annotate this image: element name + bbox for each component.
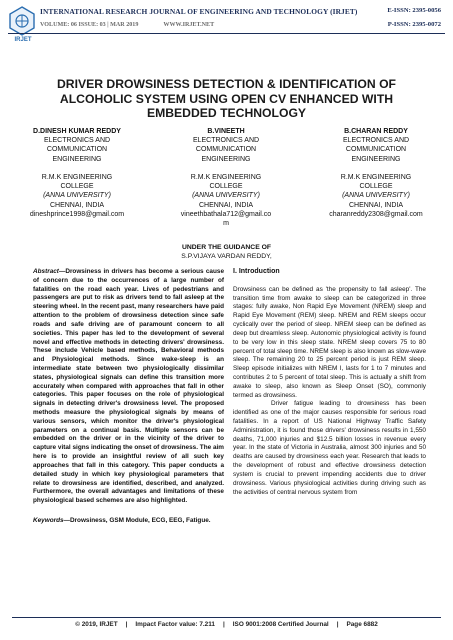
footer-separator: |: [125, 621, 128, 628]
paper-title: DRIVER DROWSINESS DETECTION & IDENTIFICATION OF ALCOHOLIC SYSTEM USING OPEN CV ENHANCED WITH EMBEDDED TECHNOLOGY: [57, 77, 396, 121]
author-university: (ANNA UNIVERSITY): [342, 192, 410, 200]
author-dept-line: ENGINEERING: [52, 155, 102, 163]
header-divider: [8, 33, 445, 34]
section-heading: I. Introduction: [233, 268, 280, 275]
author-dept-line: ELECTRONICS AND: [43, 137, 111, 145]
author-block-3: [311, 127, 441, 219]
footer-iso: ISO 9001:2008 Certified Journal: [232, 621, 329, 628]
author-dept-line: COMMUNICATION: [46, 146, 108, 154]
author-college-line: R.M.K ENGINEERING: [190, 174, 262, 181]
footer-divider: [12, 617, 441, 618]
author-dept-line: ENGINEERING: [351, 155, 401, 163]
author-dept-line: ELECTRONICS AND: [192, 137, 260, 145]
author-college-line: COLLEGE: [359, 183, 393, 191]
guidance-block: [120, 243, 333, 261]
guide-name: S.P.VIJAYA VARDAN REDDY,: [181, 253, 272, 260]
logo-text: IRJET: [14, 37, 32, 43]
intro-paragraph-1: Drowsiness can be defined as 'the propensity to fall asleep'. The transition time from awake to sleep can be categorized in three stages: fully awake, Non Rapid Eye Movement (NREM) sleep and Rapid Eye Movement (REM) sleep. NREM and REM sleeps occur cyclically over the period of sleep. NREM sleep can be defined as deep but dreamless sleep. Autonomic physiological activity is found to be very low in this sleep state. NREM sleep covers 75 to 80 percent of total sleep time. NREM sleep is also known as slow-wave sleep. The remaining 20 to 25 percent period is just REM sleep. Sleep episode initializes with NREM I, lasts for 1 to 7 minutes and contributes 2 to 5 percent of total sleep. This is actually a shift from awake to sleep, also known as Sleep Onset (SO), commonly termed as drowsiness.: [233, 285, 426, 399]
journal-header: [0, 0, 453, 62]
author-city: CHENNAI, INDIA: [49, 201, 105, 209]
footer-separator: |: [336, 621, 339, 628]
author-university: (ANNA UNIVERSITY): [43, 192, 111, 200]
footer-separator: |: [222, 621, 225, 628]
author-name: B.VINEETH: [207, 128, 245, 135]
author-name: B.CHARAN REDDY: [344, 128, 408, 135]
author-college-line: COLLEGE: [209, 183, 243, 191]
keywords-text: —Drowsiness, GSM Module, ECG, EEG, Fatigue.: [63, 516, 211, 524]
abstract-paragraph: [33, 268, 224, 506]
author-city: CHENNAI, INDIA: [348, 201, 404, 209]
footer-impact-factor: Impact Factor value: 7.211: [135, 621, 215, 628]
introduction-column: [233, 268, 426, 497]
author-name: D.DINESH KUMAR REDDY: [33, 128, 121, 135]
author-college-line: R.M.K ENGINEERING: [41, 174, 113, 181]
author-dept-line: ELECTRONICS AND: [342, 137, 410, 145]
author-email-link[interactable]: charanreddy2308@gmail.com: [329, 210, 423, 218]
author-college-line: COLLEGE: [60, 183, 94, 191]
keywords-paragraph: [33, 517, 224, 526]
footer-copyright: © 2019, IRJET: [75, 621, 118, 628]
author-email-link-cont[interactable]: m: [223, 220, 229, 228]
author-dept-line: ENGINEERING: [201, 155, 251, 163]
journal-name: INTERNATIONAL RESEARCH JOURNAL OF ENGINEERING AND TECHNOLOGY (IRJET): [40, 7, 358, 16]
author-dept-line: COMMUNICATION: [195, 146, 257, 154]
journal-website-link[interactable]: WWW.IRJET.NET: [163, 22, 215, 28]
keywords-label: Keywords: [33, 516, 64, 524]
author-dept-line: COMMUNICATION: [345, 146, 407, 154]
abstract-text: —Drowsiness in drivers has become a serious cause of concern due to the occurrences of a large number of fatalities on the road each year. Lives of pedestrians and passengers are put to risk as drivers tend to fall asleep at the steering wheel. In the recent past, many researchers have paid attention to the problem of drowsiness detection since safe roads and safe driving are of paramount concern to all societies. This paper has led to the development of several novel and effective methods in detecting drivers' drowsiness. These include Vehicle based methods, Behavioral methods and Physiological methods. Since wake-sleep is an intermediate state between two physiologically dissimilar states, physiological signals can define this transition more accurately when compared with approaches that fall in other categories. This paper focuses on the role of physiological signals in detecting driver's drowsiness level. The proposed methods measure the physiological signals by means of various sensors, which monitor the driver's physiological parameters on a continual basis. Multiple sensors can be embedded on the driver or in the vicinity of the driver to capture vital signs indicating the onset of drowsiness. The aim here is to provide an insightful review of all such key approaches that fall in this category. This paper conducts a detailed study in which key physiological parameters that relate to drowsiness are identified, described, and analyzed. Furthermore, the overall advantages and limitations of these physiological based schemes are also highlighted.: [33, 268, 224, 505]
abstract-column: [33, 268, 224, 526]
journal-logo-icon: [8, 6, 36, 36]
author-university: (ANNA UNIVERSITY): [192, 192, 260, 200]
journal-meta: [40, 22, 214, 28]
author-block-2: [161, 127, 291, 228]
author-email-link[interactable]: vineethbathala712@gmail.co: [180, 210, 272, 218]
intro-paragraph-2: Driver fatigue leading to drowsiness has been identified as one of the major causes responsible for serious road fatalities. In a report of US National Highway Traffic Safety Administration, it is found those drivers' drowsiness results in 1,550 deaths, 71,000 injuries and $12.5 billion losses in revenue every year. In the state of Victoria in Australia, almost 300 injuries and 50 deaths are caused by drowsiness each year. Research that leads to the development of robust and effective drowsiness detection system is crucial to prevent impending accidents due to driver drowsiness. Various physiological activities during driving such as the activities of central nervous system from: [233, 400, 426, 496]
page-footer: [12, 621, 441, 633]
author-college-line: R.M.K ENGINEERING: [340, 174, 412, 181]
p-issn: P-ISSN: 2395-0072: [387, 21, 441, 28]
e-issn: E-ISSN: 2395-0056: [387, 7, 441, 14]
abstract-label: Abstract: [33, 268, 59, 275]
journal-volume: VOLUME: 06 ISSUE: 03 | MAR 2019: [40, 22, 139, 28]
footer-page-number: Page 6882: [346, 621, 378, 628]
author-email-link[interactable]: dineshprince1998@gmail.com: [29, 210, 125, 218]
author-block-1: [12, 127, 142, 219]
author-city: CHENNAI, INDIA: [198, 201, 254, 209]
guidance-heading: UNDER THE GUIDANCE OF: [181, 244, 272, 251]
